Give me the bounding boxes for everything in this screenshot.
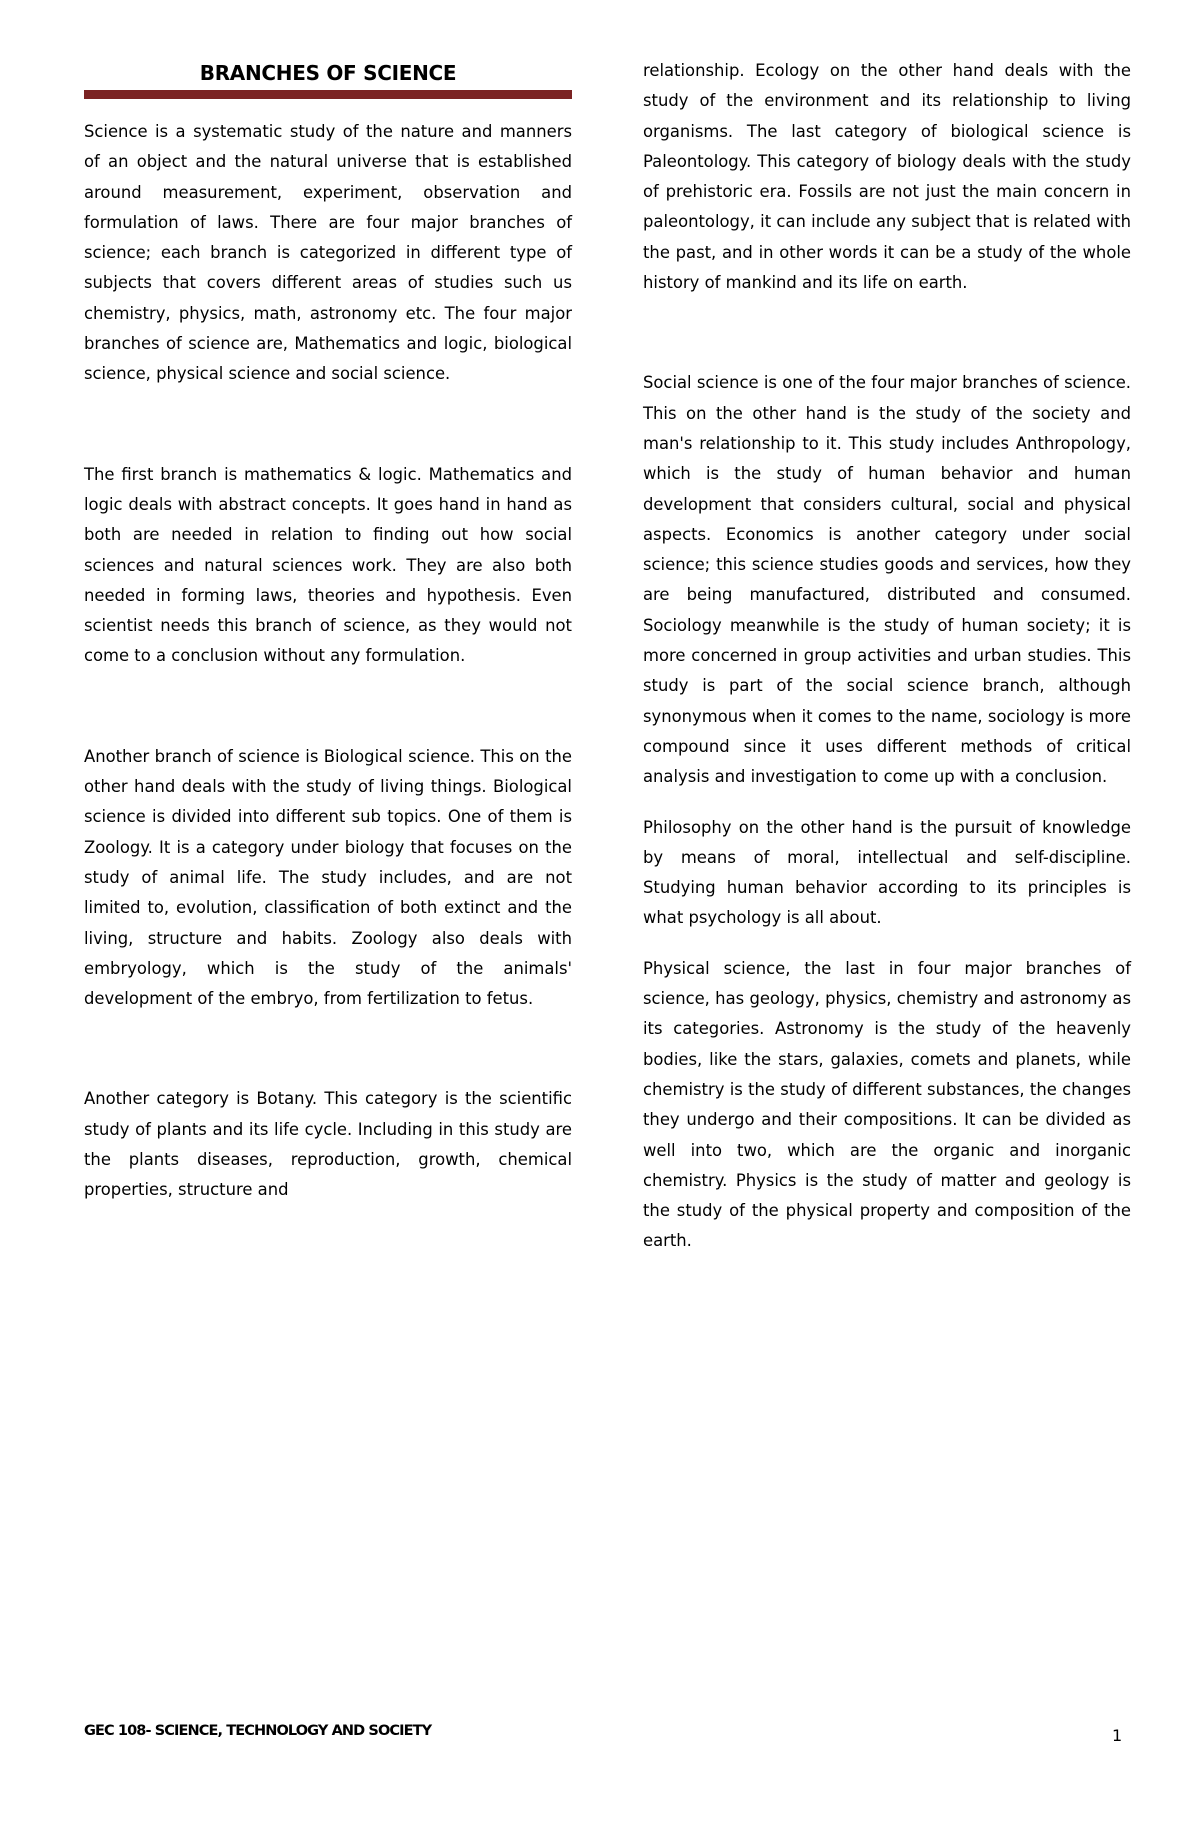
paragraph-social-science: Social science is one of the four major branches of science. This on the other hand is the study of the society and man's relationship to it. This study includes Anthropology, which is the study of human behavior and human development that considers cultural, social and physical aspects. Economics is another category under social science; this science studies goods and services, how they are being manufactured, distributed and consumed. Sociology meanwhile is the study of human society; it is more concerned in group activities and urban studies. This study is part of the social science branch, although synonymous when it comes to the name, sociology is more compound since it uses different methods of critical analysis and investigation to come up with a conclusion.	[643, 373, 1131, 787]
paragraph-botany: Another category is Botany. This category is the scientific study of plants and its life cycle. Including in this study are the plants diseases, reproduction, growth, chemical properties, structure and	[84, 1089, 572, 1200]
paragraph-philosophy: Philosophy on the other hand is the pursuit of knowledge by means of moral, intellectual and self-discipline. Studying human behavior according to its principles is what psychology is all about.	[643, 817, 1131, 928]
paragraph-biological-science: Another branch of science is Biological science. This on the other hand deals with the study of living things. Biological science is divided into different sub topics. One of them is Zoology. It is a category under biology that focuses on the study of animal life. The study includes, and are not limited to, evolution, classification of both extinct and the living, structure and habits. Zoology also deals with embryology, which is the study of the animals' development of the embryo, from fertilization to fetus.	[84, 746, 572, 1009]
right-column	[643, 56, 1131, 1257]
page-number: 1	[1112, 1726, 1123, 1745]
paragraph-physical-science: Physical science, the last in four major branches of science, has geology, physics, chemistry and astronomy as its categories. Astronomy is the study of the heavenly bodies, like the stars, galaxies, comets and planets, while chemistry is the study of different substances, the changes they undergo and their compositions. It can be divided as well into two, which are the organic and inorganic chemistry. Physics is the study of matter and geology is the study of the physical property and composition of the earth.	[643, 958, 1131, 1251]
left-column	[84, 58, 572, 1206]
paragraph-ecology-paleontology: relationship. Ecology on the other hand deals with the study of the environment and its relationship to living organisms. The last category of biological science is Paleontology. This category of biology deals with the study of prehistoric era. Fossils are not just the main concern in paleontology, it can include any subject that is related with the past, and in other words it can be a study of the whole history of mankind and its life on earth.	[643, 61, 1131, 293]
title-rule	[84, 90, 572, 99]
paragraph-intro: Science is a systematic study of the nature and manners of an object and the natural universe that is established around measurement, experiment, observation and formulation of laws. There are four major branches of science; each branch is categorized in different type of subjects that covers different areas of studies such us chemistry, physics, math, astronomy etc. The four major branches of science are, Mathematics and logic, biological science, physical science and social science.	[84, 122, 572, 384]
document-title: BRANCHES OF SCIENCE	[199, 61, 457, 85]
footer-course-label: GEC 108- SCIENCE, TECHNOLOGY AND SOCIETY	[84, 1723, 432, 1739]
paragraph-mathematics: The first branch is mathematics & logic. Mathematics and logic deals with abstract concepts. It goes hand in hand as both are needed in relation to finding out how social sciences and natural sciences work. They are also both needed in forming laws, theories and hypothesis. Even scientist needs this branch of science, as they would not come to a conclusion without any formulation.	[84, 464, 572, 666]
